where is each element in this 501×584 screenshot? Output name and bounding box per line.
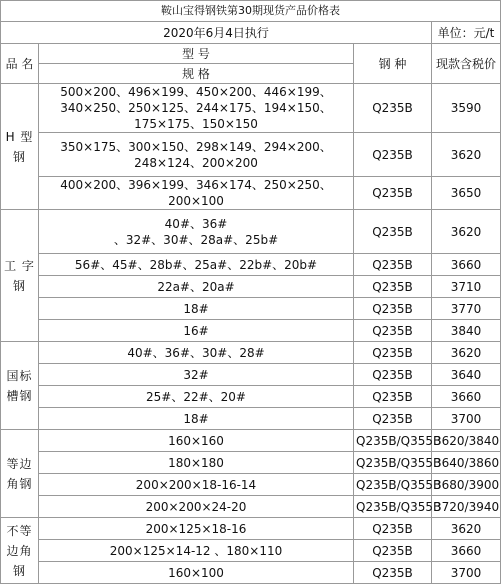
table-row-grade: Q235B xyxy=(354,364,432,386)
table-row-spec: 18# xyxy=(39,298,354,320)
table-row-spec: 200×200×18-16-14 xyxy=(39,474,354,496)
table-row-spec: 40#、36#、30#、28# xyxy=(39,342,354,364)
table-title: 鞍山宝得钢铁第30期现货产品价格表 xyxy=(1,1,501,22)
table-row-spec: 16# xyxy=(39,320,354,342)
header-grade: 钢 种 xyxy=(354,44,432,84)
table-row-price: 3620 xyxy=(432,210,501,254)
table-row-grade: Q235B/Q355B xyxy=(354,474,432,496)
category-channel-line-2: 槽钢 xyxy=(6,388,33,403)
table-row-price: 3650 xyxy=(432,177,501,210)
table-row-grade: Q235B xyxy=(354,133,432,177)
table-row-grade: Q235B xyxy=(354,254,432,276)
table-row-price: 3660 xyxy=(432,386,501,408)
table-row-grade: Q235B/Q355B xyxy=(354,496,432,518)
table-row-price: 3620 xyxy=(432,133,501,177)
table-row-spec: 500×200、496×199、450×200、446×199、340×250、250×125、244×175、194×150、175×175、150×150 xyxy=(39,84,354,133)
table-row-spec: 160×160 xyxy=(39,430,354,452)
table-row-price: 3660 xyxy=(432,540,501,562)
table-row-spec: 25#、22#、20# xyxy=(39,386,354,408)
category-channel-line-1: 国标 xyxy=(6,368,33,383)
category-unequal-angle-line-2: 边角 xyxy=(6,543,33,558)
table-row-grade: Q235B xyxy=(354,386,432,408)
table-row-price: 3700 xyxy=(432,562,501,584)
table-row-spec: 22a#、20a# xyxy=(39,276,354,298)
table-row-spec: 56#、45#、28b#、25a#、22b#、20b# xyxy=(39,254,354,276)
table-row-grade: Q235B xyxy=(354,298,432,320)
table-row-grade: Q235B xyxy=(354,84,432,133)
category-i-beam-line-1: 工 字 xyxy=(4,258,35,273)
table-row-spec: 200×125×14-12 、180×110 xyxy=(39,540,354,562)
category-unequal-angle-line-3: 钢 xyxy=(12,563,26,578)
table-row-price: 3680/3900 xyxy=(432,474,501,496)
table-row-grade: Q235B xyxy=(354,562,432,584)
header-spec: 规 格 xyxy=(39,64,354,84)
table-row-grade: Q235B xyxy=(354,540,432,562)
table-row-spec: 200×125×18-16 xyxy=(39,518,354,540)
table-row-spec: 400×200、396×199、346×174、250×250、200×100 xyxy=(39,177,354,210)
table-row-grade: Q235B xyxy=(354,276,432,298)
table-row-spec: 200×200×24-20 xyxy=(39,496,354,518)
category-h-beam-line-2: 钢 xyxy=(12,149,26,164)
table-row-spec: 40#、36# 、32#、30#、28a#、25b# xyxy=(39,210,354,254)
table-row-spec: 180×180 xyxy=(39,452,354,474)
table-row-grade: Q235B/Q355B xyxy=(354,452,432,474)
category-equal-angle-line-2: 角钢 xyxy=(6,476,33,491)
category-i-beam-line-2: 钢 xyxy=(12,278,26,293)
category-unequal-angle xyxy=(1,518,39,584)
table-row-price: 3660 xyxy=(432,254,501,276)
category-i-beam xyxy=(1,210,39,342)
header-price: 现款含税价 xyxy=(432,44,501,84)
table-row-grade: Q235B xyxy=(354,177,432,210)
table-row-grade: Q235B xyxy=(354,518,432,540)
table-row-grade: Q235B xyxy=(354,342,432,364)
category-unequal-angle-line-1: 不等 xyxy=(6,523,33,538)
table-row-price: 3620 xyxy=(432,518,501,540)
table-row-price: 3640 xyxy=(432,364,501,386)
category-h-beam xyxy=(1,84,39,210)
table-row-price: 3620 xyxy=(432,342,501,364)
table-row-spec: 160×100 xyxy=(39,562,354,584)
category-channel xyxy=(1,342,39,430)
table-row-grade: Q235B xyxy=(354,320,432,342)
table-row-grade: Q235B/Q355B xyxy=(354,430,432,452)
table-row-price: 3840 xyxy=(432,320,501,342)
table-row-price: 3590 xyxy=(432,84,501,133)
table-row-price: 3700 xyxy=(432,408,501,430)
table-row-price: 3770 xyxy=(432,298,501,320)
table-row-price: 3720/3940 xyxy=(432,496,501,518)
table-row-spec: 350×175、300×150、298×149、294×200、248×124、200×200 xyxy=(39,133,354,177)
header-name: 品 名 xyxy=(1,44,39,84)
header-model: 型 号 xyxy=(39,44,354,64)
table-row-price: 3710 xyxy=(432,276,501,298)
category-equal-angle xyxy=(1,430,39,518)
table-row-spec: 32# xyxy=(39,364,354,386)
table-row-grade: Q235B xyxy=(354,210,432,254)
table-row-grade: Q235B xyxy=(354,408,432,430)
table-row-price: 3620/3840 xyxy=(432,430,501,452)
effective-date: 2020年6月4日执行 xyxy=(1,22,432,44)
category-h-beam-line-1: H 型 xyxy=(5,129,34,144)
unit-label: 单位：元/t xyxy=(432,22,501,44)
table-row-spec: 18# xyxy=(39,408,354,430)
category-equal-angle-line-1: 等边 xyxy=(6,456,33,471)
table-row-price: 3640/3860 xyxy=(432,452,501,474)
